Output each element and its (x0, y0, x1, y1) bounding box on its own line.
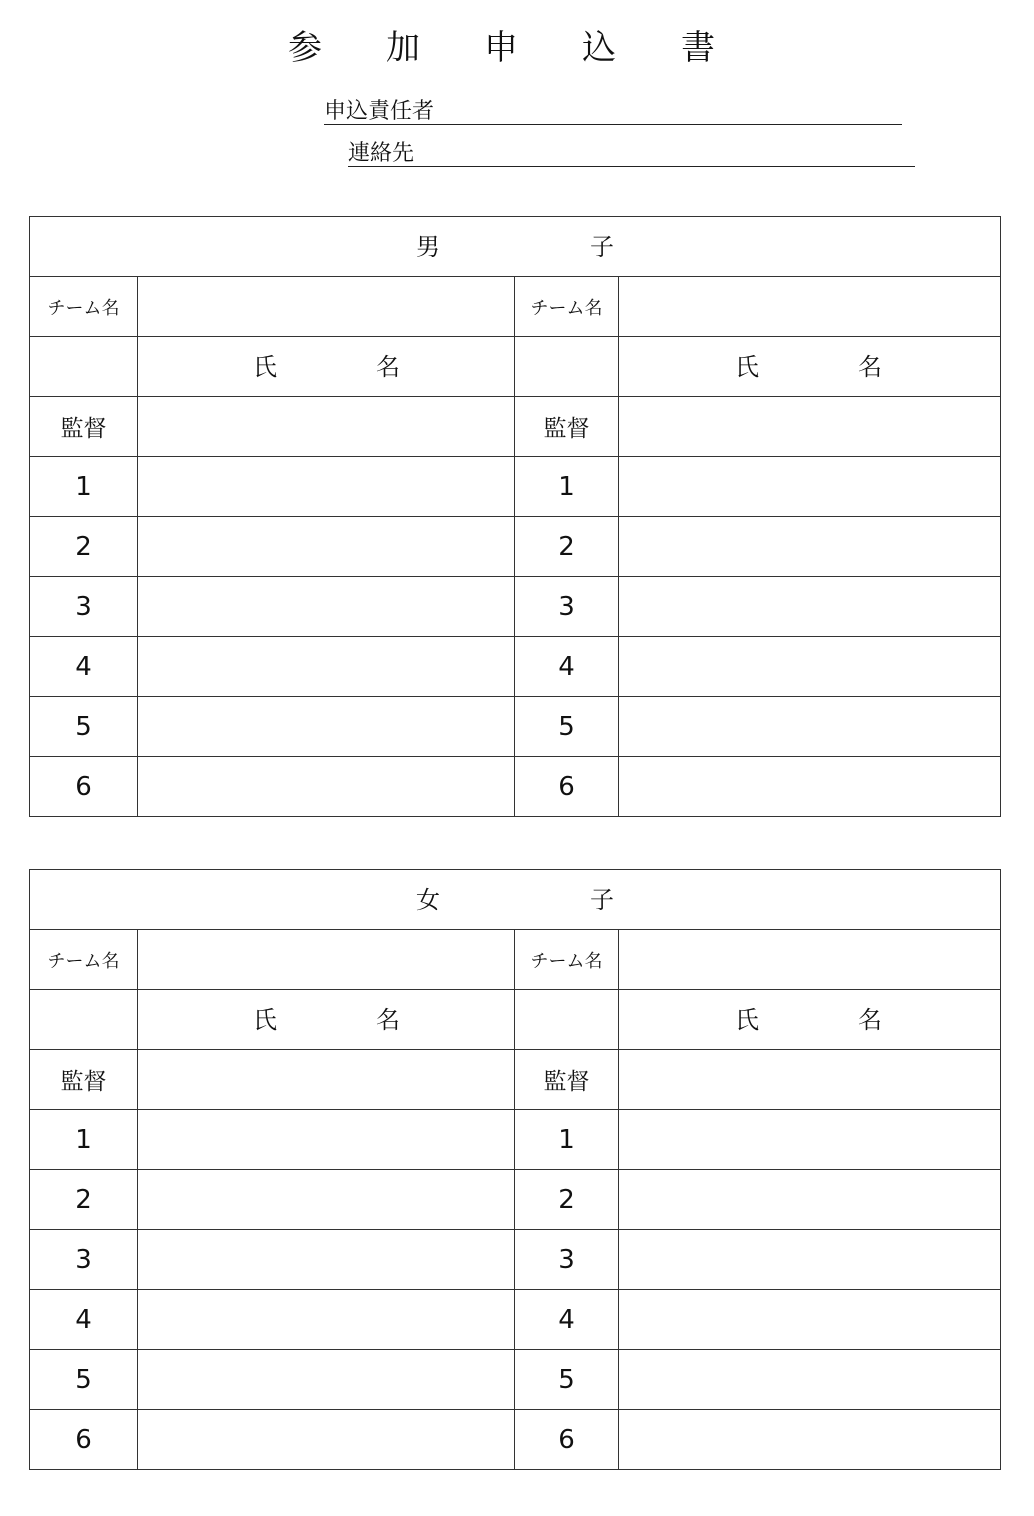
coach-label: 監督 (515, 1050, 619, 1110)
row-number: 4 (515, 637, 619, 697)
player-name-input[interactable] (138, 577, 515, 637)
team-name-label: チーム名 (30, 277, 138, 337)
name-header-char: 氏 (735, 353, 759, 381)
row-number: 5 (515, 697, 619, 757)
coach-name-input[interactable] (619, 1050, 1001, 1110)
name-header-char: 名 (376, 353, 400, 381)
blank-cell (515, 337, 619, 397)
name-header (619, 337, 1001, 397)
player-name-input[interactable] (138, 1170, 515, 1230)
player-name-input[interactable] (619, 637, 1001, 697)
player-name-input[interactable] (138, 457, 515, 517)
row-number: 6 (515, 757, 619, 817)
row-number: 6 (30, 757, 138, 817)
section-heading (30, 217, 1001, 277)
team-name-label: チーム名 (30, 930, 138, 990)
title-char: 込 (582, 28, 616, 68)
contact-label: 連絡先 (348, 141, 415, 166)
player-name-input[interactable] (619, 1290, 1001, 1350)
team-name-label: チーム名 (515, 930, 619, 990)
player-name-input[interactable] (138, 757, 515, 817)
team-name-input[interactable] (138, 277, 515, 337)
player-name-input[interactable] (619, 1410, 1001, 1470)
applicant-label: 申込責任者 (324, 99, 435, 124)
girls-entry-table (29, 869, 1001, 1470)
row-number: 1 (515, 457, 619, 517)
player-name-input[interactable] (138, 1350, 515, 1410)
row-number: 5 (515, 1350, 619, 1410)
row-number: 4 (30, 1290, 138, 1350)
row-number: 6 (30, 1410, 138, 1470)
section-heading-char: 子 (590, 886, 614, 914)
team-name-input[interactable] (619, 930, 1001, 990)
player-name-input[interactable] (619, 1230, 1001, 1290)
player-name-input[interactable] (138, 697, 515, 757)
player-name-input[interactable] (138, 1410, 515, 1470)
name-header-char: 氏 (253, 1006, 277, 1034)
team-name-input[interactable] (138, 930, 515, 990)
row-number: 3 (30, 577, 138, 637)
row-number: 5 (30, 697, 138, 757)
player-name-input[interactable] (619, 457, 1001, 517)
row-number: 4 (30, 637, 138, 697)
title-char: 加 (386, 28, 420, 68)
player-name-input[interactable] (138, 1230, 515, 1290)
name-header (138, 337, 515, 397)
coach-name-input[interactable] (619, 397, 1001, 457)
player-name-input[interactable] (138, 637, 515, 697)
title-char: 書 (681, 28, 715, 68)
player-name-input[interactable] (619, 1350, 1001, 1410)
player-name-input[interactable] (138, 1290, 515, 1350)
player-name-input[interactable] (619, 697, 1001, 757)
coach-name-input[interactable] (138, 397, 515, 457)
contact-field[interactable] (348, 138, 915, 167)
row-number: 1 (30, 457, 138, 517)
boys-entry-table (29, 216, 1001, 817)
row-number: 1 (515, 1110, 619, 1170)
form-title (0, 26, 1034, 70)
coach-label: 監督 (30, 1050, 138, 1110)
section-heading-char: 女 (416, 886, 440, 914)
row-number: 3 (30, 1230, 138, 1290)
row-number: 1 (30, 1110, 138, 1170)
blank-cell (30, 337, 138, 397)
row-number: 2 (30, 1170, 138, 1230)
player-name-input[interactable] (138, 1110, 515, 1170)
player-name-input[interactable] (619, 577, 1001, 637)
row-number: 6 (515, 1410, 619, 1470)
row-number: 3 (515, 1230, 619, 1290)
name-header-char: 名 (858, 353, 882, 381)
player-name-input[interactable] (619, 757, 1001, 817)
team-name-label: チーム名 (515, 277, 619, 337)
blank-cell (30, 990, 138, 1050)
player-name-input[interactable] (619, 517, 1001, 577)
applicant-field[interactable] (324, 96, 902, 125)
blank-cell (515, 990, 619, 1050)
player-name-input[interactable] (138, 517, 515, 577)
coach-name-input[interactable] (138, 1050, 515, 1110)
name-header (138, 990, 515, 1050)
section-heading (30, 870, 1001, 930)
coach-label: 監督 (30, 397, 138, 457)
player-name-input[interactable] (619, 1110, 1001, 1170)
row-number: 3 (515, 577, 619, 637)
team-name-input[interactable] (619, 277, 1001, 337)
row-number: 5 (30, 1350, 138, 1410)
section-heading-char: 子 (590, 233, 614, 261)
name-header (619, 990, 1001, 1050)
coach-label: 監督 (515, 397, 619, 457)
name-header-char: 名 (376, 1006, 400, 1034)
row-number: 2 (515, 1170, 619, 1230)
row-number: 2 (515, 517, 619, 577)
name-header-char: 名 (858, 1006, 882, 1034)
player-name-input[interactable] (619, 1170, 1001, 1230)
row-number: 2 (30, 517, 138, 577)
title-char: 参 (288, 28, 322, 68)
row-number: 4 (515, 1290, 619, 1350)
name-header-char: 氏 (253, 353, 277, 381)
section-heading-char: 男 (416, 233, 440, 261)
title-char: 申 (484, 28, 518, 68)
name-header-char: 氏 (735, 1006, 759, 1034)
